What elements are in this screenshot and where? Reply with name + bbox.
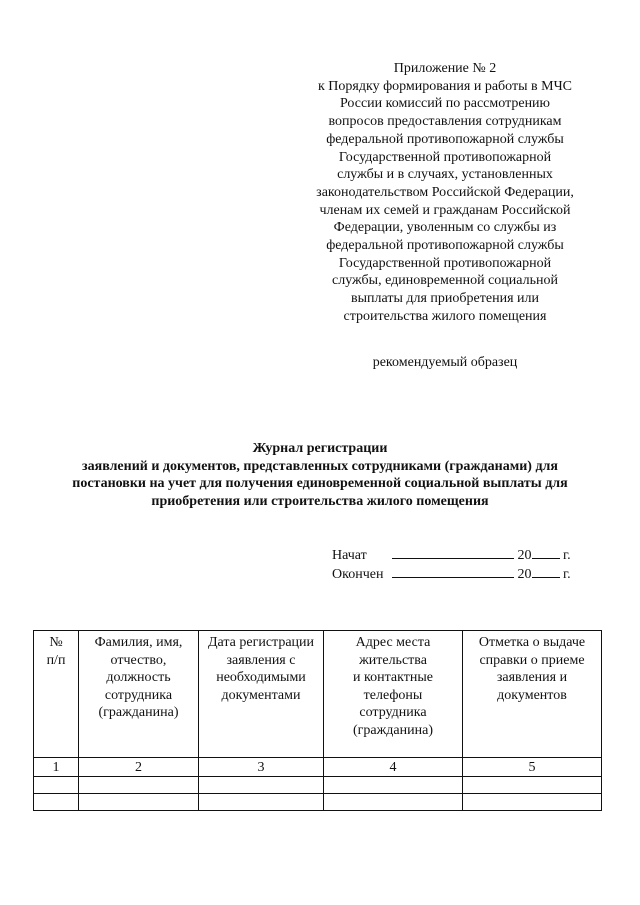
- started-date-blank: [392, 546, 514, 559]
- journal-subtitle-line: постановки на учет для получения единовременной социальной выплаты для: [72, 476, 568, 491]
- table-row: [34, 777, 602, 794]
- table-cell: [463, 777, 602, 794]
- header-number: № п/п: [34, 631, 79, 758]
- appendix-line: законодательством Российской Федерации,: [316, 184, 574, 200]
- journal-subtitle-line: приобретения или строительства жилого помещения: [151, 493, 489, 509]
- column-number-row: [34, 758, 602, 777]
- table-cell: [34, 794, 79, 811]
- table-cell: [34, 777, 79, 794]
- column-number: 1: [34, 758, 79, 777]
- column-number: 4: [324, 758, 463, 777]
- column-number: 2: [79, 758, 199, 777]
- finished-label: Окончен: [332, 567, 384, 582]
- table-cell: [199, 777, 324, 794]
- journal-subtitle-line: заявлений и документов, представленных сотрудниками (гражданами) для: [82, 458, 558, 474]
- finished-date-blank: [392, 565, 514, 578]
- appendix-line: Приложение № 2: [393, 61, 497, 76]
- header-full-name: Фамилия, имя, отчество, должность сотрудника (гражданина): [79, 631, 199, 758]
- appendix-line: федеральной противопожарной службы: [326, 238, 564, 254]
- column-number: 5: [463, 758, 602, 777]
- column-number: 3: [199, 758, 324, 777]
- appendix-line: службы, единовременной социальной: [332, 273, 558, 289]
- finished-date-line: [332, 565, 571, 584]
- started-label: Начат: [332, 548, 367, 563]
- appendix-note: [300, 60, 590, 326]
- appendix-line: членам их семей и гражданам Российской: [319, 202, 571, 218]
- registration-table: [33, 630, 602, 811]
- appendix-line: Федерации, уволенным со службы из: [333, 220, 557, 236]
- appendix-line: России комиссий по рассмотрению: [339, 96, 551, 112]
- appendix-line: федеральной противопожарной службы: [326, 131, 564, 147]
- finished-suffix: г.: [563, 567, 571, 582]
- header-address-phones: Адрес места жительства и контактные телефоны сотрудника (гражданина): [324, 631, 463, 758]
- header-certificate-mark: Отметка о выдаче справки о приеме заявления и документов: [463, 631, 602, 758]
- appendix-line: Государственной противопожарной: [338, 149, 552, 165]
- appendix-line: к Порядку формирования и работы в МЧС: [317, 78, 573, 94]
- journal-heading: Журнал регистрации: [252, 441, 388, 456]
- table-cell: [79, 794, 199, 811]
- appendix-line: строительства жилого помещения: [343, 308, 547, 324]
- finished-year-blank: [532, 565, 560, 578]
- started-suffix: г.: [563, 548, 571, 563]
- journal-title: [40, 440, 600, 510]
- started-date-line: [332, 546, 571, 565]
- table-cell: [324, 794, 463, 811]
- table-cell: [199, 794, 324, 811]
- table-header-row: [34, 631, 602, 758]
- finished-year-prefix: 20: [517, 567, 532, 582]
- table-cell: [79, 777, 199, 794]
- started-year-prefix: 20: [517, 548, 532, 563]
- journal-dates: [332, 546, 571, 584]
- table-cell: [324, 777, 463, 794]
- appendix-line: Государственной противопожарной: [338, 255, 552, 271]
- table-cell: [463, 794, 602, 811]
- table-row: [34, 794, 602, 811]
- appendix-line: выплаты для приобретения или: [351, 291, 539, 307]
- header-registration-date: Дата регистрации заявления с необходимыми документами: [199, 631, 324, 758]
- appendix-line: вопросов предоставления сотрудникам: [328, 114, 562, 130]
- appendix-line: службы и в случаях, установленных: [337, 167, 553, 183]
- sample-label: рекомендуемый образец: [372, 355, 518, 370]
- started-year-blank: [532, 546, 560, 559]
